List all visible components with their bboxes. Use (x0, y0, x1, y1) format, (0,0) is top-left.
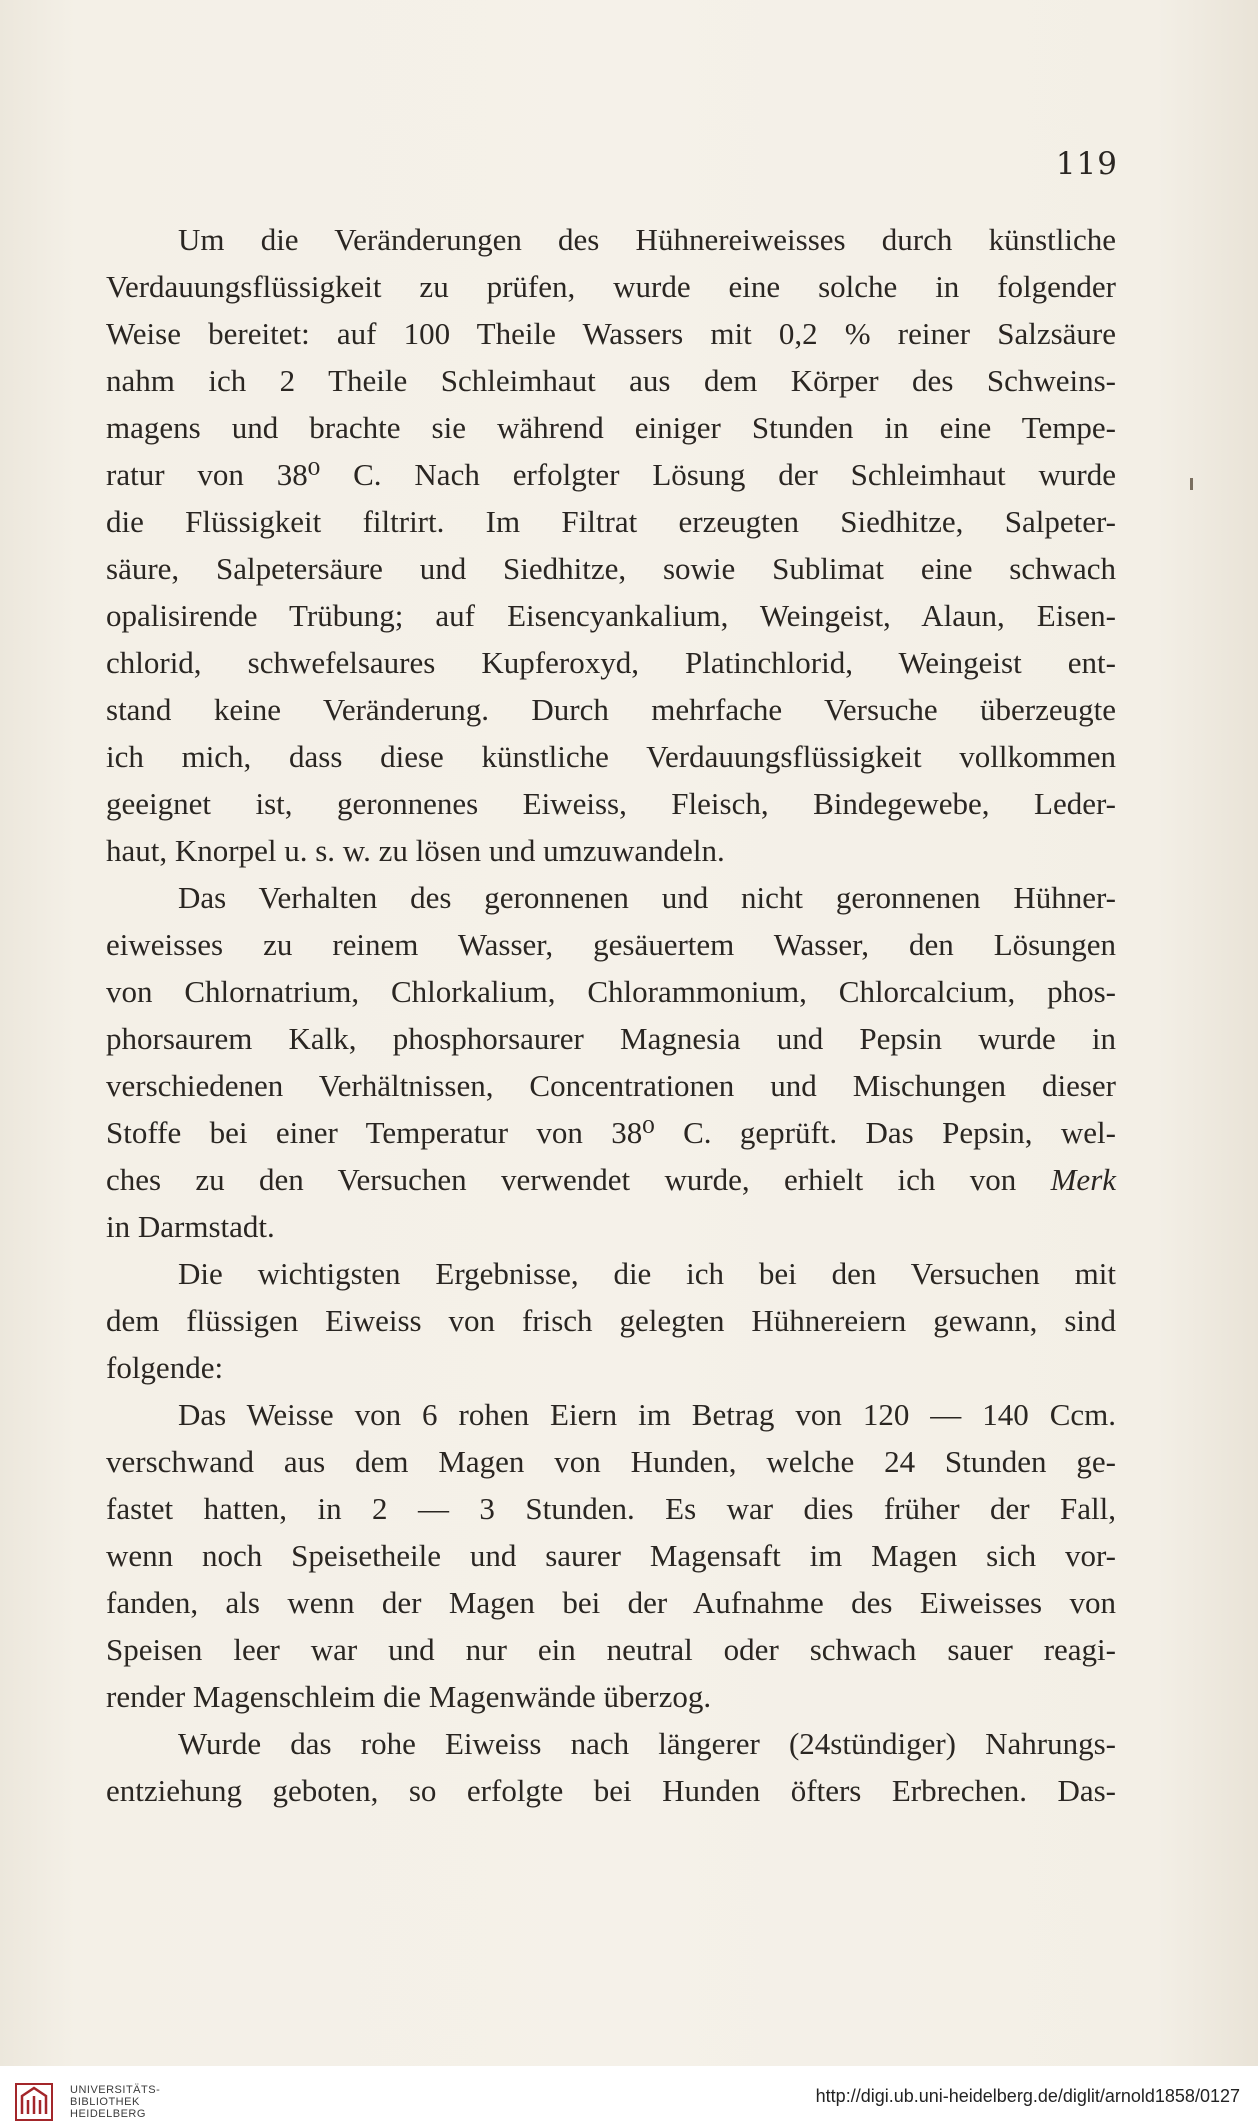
text-line: Die wichtigsten Ergebnisse, die ich bei den Versuchen mit (178, 1256, 1116, 1291)
library-name-line: UNIVERSITÄTS- (70, 2084, 161, 2096)
body-text (106, 216, 1116, 1814)
text-line: Das Weisse von 6 rohen Eiern im Betrag von 120 — 140 Ccm. (178, 1397, 1116, 1432)
text-line: verschwand aus dem Magen von Hunden, welche 24 Stunden ge- (106, 1444, 1116, 1479)
text-line: Weise bereitet: auf 100 Theile Wassers mit 0,2 % reiner Salzsäure (106, 316, 1116, 351)
library-name (70, 2084, 160, 2120)
text-line: Das Verhalten des geronnenen und nicht geronnenen Hühner- (178, 880, 1116, 915)
text-line: ratur von 38⁰ C. Nach erfolgter Lösung der Schleimhaut wurde (106, 457, 1116, 492)
footer-bar (0, 2066, 1258, 2126)
text-line: magens und brachte sie während einiger Stunden in eine Tempe- (106, 410, 1116, 445)
paragraph-5 (106, 1720, 1116, 1814)
text-line: folgende: (106, 1350, 224, 1385)
text-line: verschiedenen Verhältnissen, Concentrationen und Mischungen dieser (106, 1068, 1116, 1103)
text-line: eiweisses zu reinem Wasser, gesäuertem Wasser, den Lösungen (106, 927, 1116, 962)
text-line: wenn noch Speisetheile und saurer Magensaft im Magen sich vor- (106, 1538, 1116, 1573)
margin-mark (1190, 478, 1193, 490)
paragraph-3 (106, 1250, 1116, 1391)
text-line: stand keine Veränderung. Durch mehrfache Versuche überzeugte (106, 692, 1116, 727)
text-line: von Chlornatrium, Chlorkalium, Chlorammonium, Chlorcalcium, phos- (106, 974, 1116, 1009)
text-line: in Darmstadt. (106, 1209, 275, 1244)
text-line: die Flüssigkeit filtrirt. Im Filtrat erzeugten Siedhitze, Salpeter- (106, 504, 1116, 539)
text-line: render Magenschleim die Magenwände überzog. (106, 1679, 712, 1714)
text-line: Wurde das rohe Eiweiss nach längerer (24stündiger) Nahrungs- (178, 1726, 1116, 1761)
paragraph-2 (106, 874, 1116, 1250)
library-name-line: HEIDELBERG (70, 2108, 146, 2120)
text-line: ich mich, dass diese künstliche Verdauungsflüssigkeit vollkommen (106, 739, 1116, 774)
text-line: phorsaurem Kalk, phosphorsaurer Magnesia und Pepsin wurde in (106, 1021, 1116, 1056)
text-line: Stoffe bei einer Temperatur von 38⁰ C. geprüft. Das Pepsin, wel- (106, 1115, 1116, 1150)
text-line: geeignet ist, geronnenes Eiweiss, Fleisch, Bindegewebe, Leder- (106, 786, 1116, 821)
author-name: Merk (1050, 1162, 1117, 1197)
text-line-with-author (106, 1156, 1116, 1203)
text-line: chlorid, schwefelsaures Kupferoxyd, Platinchlorid, Weingeist ent- (106, 645, 1116, 680)
paragraph-4 (106, 1391, 1116, 1720)
text-line: Um die Veränderungen des Hühnereiweisses durch künstliche (178, 222, 1116, 257)
text-line: haut, Knorpel u. s. w. zu lösen und umzuwandeln. (106, 833, 725, 868)
paragraph-1 (106, 216, 1116, 874)
text-line: Speisen leer war und nur ein neutral oder schwach sauer reagi- (106, 1632, 1116, 1667)
text-line: fastet hatten, in 2 — 3 Stunden. Es war dies früher der Fall, (106, 1491, 1116, 1526)
page-number: 119 (1055, 146, 1118, 182)
text-line: fanden, als wenn der Magen bei der Aufnahme des Eiweisses von (106, 1585, 1116, 1620)
text-line: nahm ich 2 Theile Schleimhaut aus dem Körper des Schweins- (106, 363, 1116, 398)
text-line: entziehung geboten, so erfolgte bei Hunden öfters Erbrechen. Das- (106, 1773, 1116, 1808)
university-library-logo-icon (14, 2082, 54, 2122)
text-line: dem flüssigen Eiweiss von frisch gelegten Hühnereiern gewann, sind (106, 1303, 1116, 1338)
library-name-line: BIBLIOTHEK (70, 2096, 140, 2108)
text-line: säure, Salpetersäure und Siedhitze, sowie Sublimat eine schwach (106, 551, 1116, 586)
text-line-segment: ches zu den Versuchen verwendet wurde, erhielt ich von (106, 1162, 1017, 1197)
source-url-link[interactable]: http://digi.ub.uni-heidelberg.de/diglit/arnold1858/0127 (815, 2086, 1240, 2106)
text-line: Verdauungsflüssigkeit zu prüfen, wurde eine solche in folgender (106, 269, 1116, 304)
text-line: opalisirende Trübung; auf Eisencyankalium, Weingeist, Alaun, Eisen- (106, 598, 1116, 633)
